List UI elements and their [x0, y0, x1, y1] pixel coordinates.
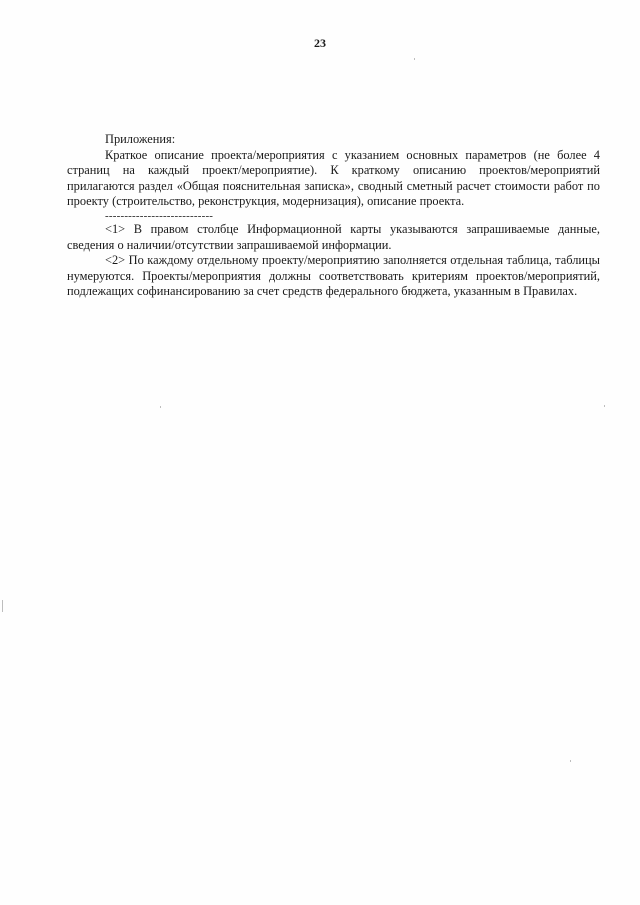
appendix-heading: Приложения: [105, 132, 176, 146]
scan-speck [2, 600, 3, 612]
scan-speck [604, 405, 605, 407]
scan-speck [570, 760, 571, 762]
document-body [67, 132, 600, 300]
scan-speck [414, 58, 415, 60]
scan-speck [160, 406, 161, 408]
footnote-1: <1> В правом столбце Информационной карты указываются запрашиваемые данные, сведения о наличии/отсутствии запрашиваемой информации. [67, 221, 600, 252]
footnote-2: <2> По каждому отдельному проекту/мероприятию заполняется отдельная таблица, таблицы нумеруются. Проекты/мероприятия должны соответствовать критериям проектов/мероприятий, подлежащих софинансированию за счет средств федерального бюджета, указанным в Правилах. [67, 253, 600, 299]
appendix-paragraph: Краткое описание проекта/мероприятия с указанием основных параметров (не более 4 страниц на каждый проект/мероприятие). К краткому описанию проектов/мероприятий прилагаются раздел «Общая пояснительная записка», сводный сметный расчет стоимости работ по проекту (строительство, реконструкция, модернизация), описание проекта. [67, 147, 600, 209]
page-number: 23 [314, 36, 326, 50]
footnote-separator: ---------------------------- [105, 209, 214, 222]
